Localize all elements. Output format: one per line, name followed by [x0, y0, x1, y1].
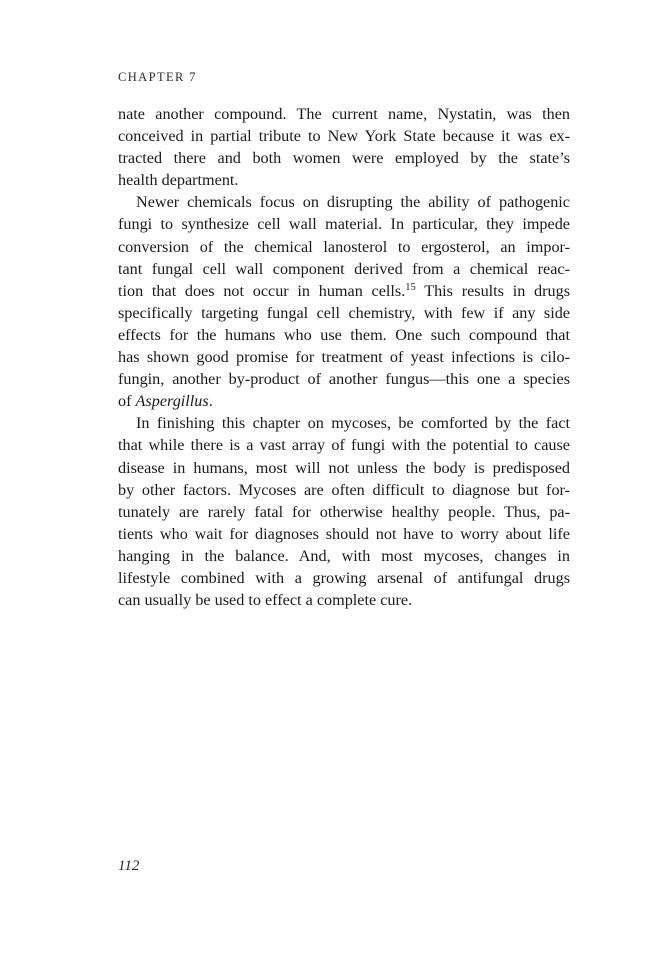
text-line-with-italic [118, 390, 570, 412]
text-line: tant fungal cell wall component derived from a chemical reac- [118, 259, 570, 278]
text-line: In finishing this chapter on mycoses, be comforted by the fact [136, 414, 570, 433]
text-line: has shown good promise for treatment of yeast infections is cilo- [118, 348, 570, 367]
text-line: fungi to synthesize cell wall material. In particular, they impede [118, 215, 570, 234]
running-head: CHAPTER 7 [118, 70, 197, 84]
text-line: specifically targeting fungal cell chemistry, with few if any side [118, 303, 570, 322]
text-line-with-footnote [118, 280, 570, 302]
text-line: tracted there and both women were employed by the state’s [118, 149, 570, 168]
text-line: that while there is a vast array of fungi with the potential to cause [118, 436, 570, 455]
text-line: effects for the humans who use them. One such compound that [118, 325, 570, 344]
text-line: conceived in partial tribute to New York State because it was ex- [118, 127, 570, 146]
footnote-marker: 15 [405, 281, 416, 293]
text-segment: tion that does not occur in human cells. [118, 281, 406, 300]
text-line: tunately are rarely fatal for otherwise healthy people. Thus, pa- [118, 502, 570, 521]
text-line: Newer chemicals focus on disrupting the ability of pathogenic [136, 193, 570, 212]
text-line: disease in humans, most will not unless the body is predisposed [118, 458, 570, 477]
body-text [118, 103, 570, 611]
page-number: 112 [118, 858, 140, 874]
text-line: hanging in the balance. And, with most mycoses, changes in [118, 546, 570, 565]
text-segment: of [118, 392, 136, 411]
text-line: by other factors. Mycoses are often difficult to diagnose but for- [118, 480, 570, 499]
text-line: health department. [118, 171, 239, 190]
text-line: nate another compound. The current name, Nystatin, was then [118, 105, 570, 123]
text-line: can usually be used to effect a complete cure. [118, 591, 413, 610]
text-line: lifestyle combined with a growing arsenal of antifungal drugs [118, 568, 570, 587]
text-line: conversion of the chemical lanosterol to ergosterol, an impor- [118, 237, 570, 256]
text-line: tients who wait for diagnoses should not have to worry about life [118, 524, 570, 543]
genus-name: Aspergillus [135, 392, 209, 411]
text-segment: . [208, 392, 213, 411]
text-segment: This results in drugs [415, 281, 570, 300]
text-line: fungin, another by-product of another fungus—this one a species [118, 370, 570, 389]
